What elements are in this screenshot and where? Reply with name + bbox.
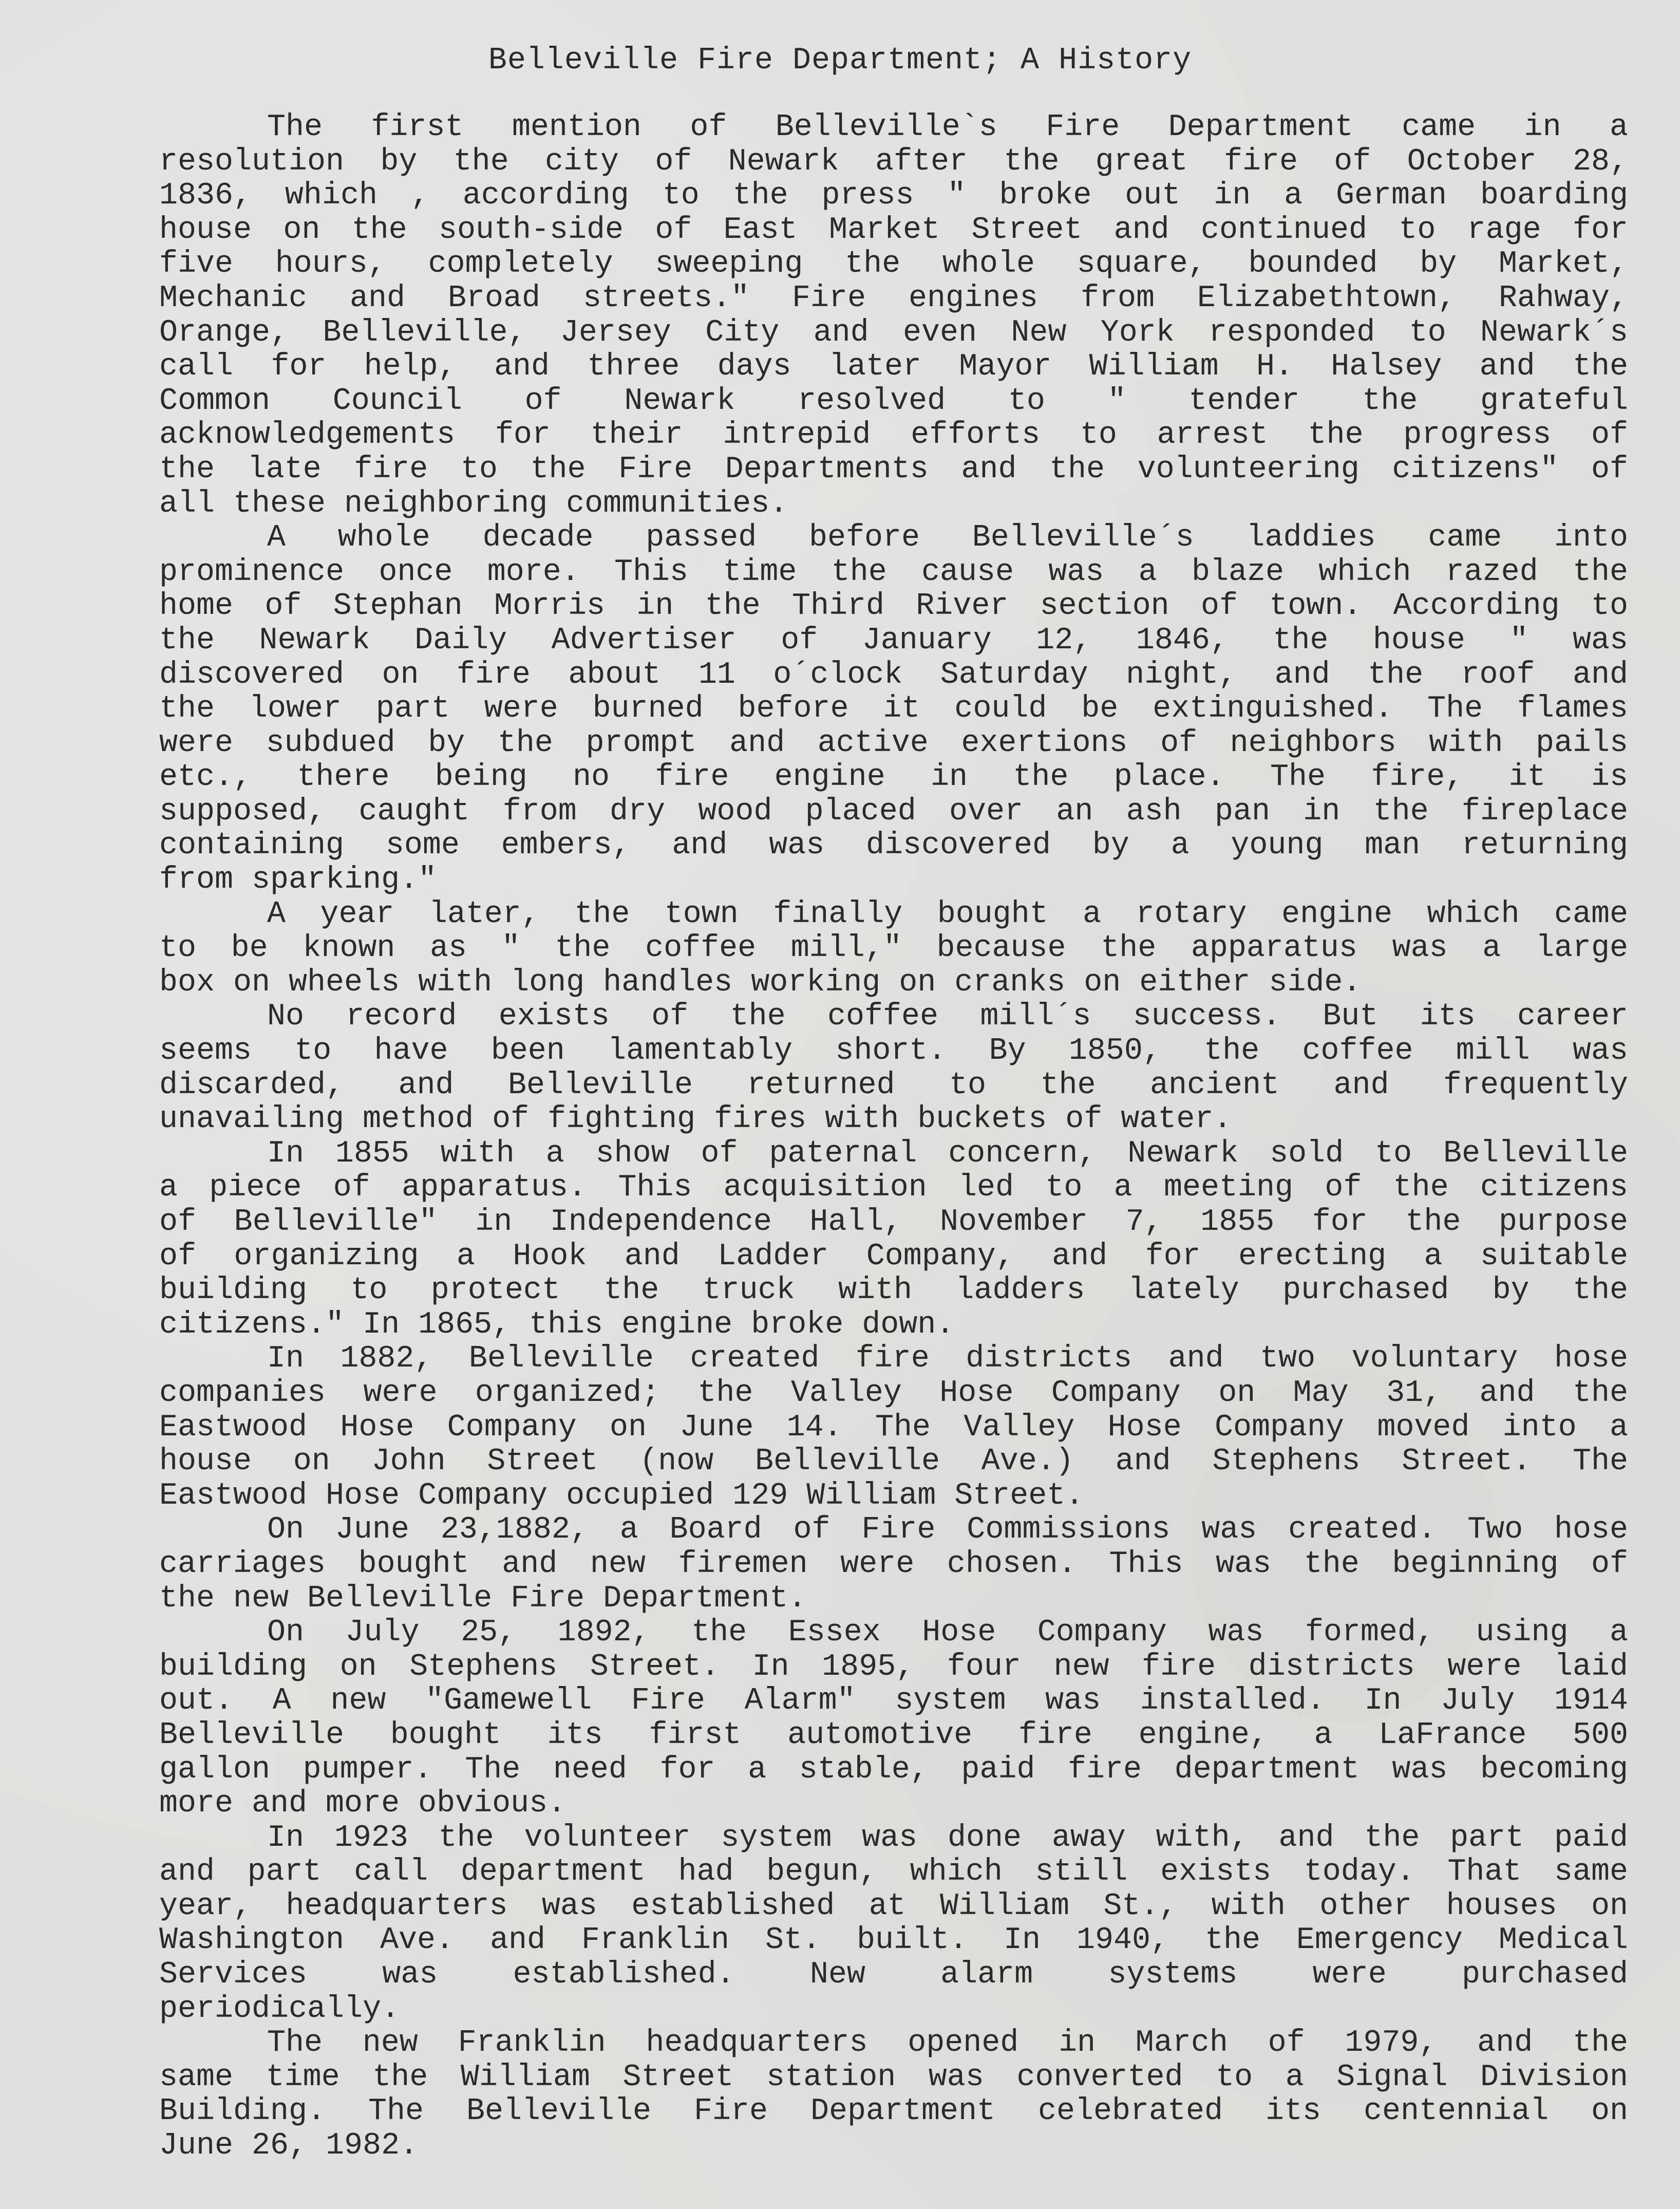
- text-line: unavailing method of fighting fires with buckets of water.: [159, 1102, 1232, 1137]
- text-line: On June 23,1882, a Board of Fire Commissions was created. Two hose: [267, 1512, 1628, 1548]
- text-line: to be known as " the coffee mill," because the apparatus was a large: [159, 931, 1628, 966]
- text-line: Orange, Belleville, Jersey City and even New York responded to Newark´s: [159, 315, 1628, 350]
- text-line: Mechanic and Broad streets." Fire engines from Elizabethtown, Rahway,: [159, 280, 1628, 316]
- text-line: resolution by the city of Newark after the great fire of October 28,: [159, 144, 1628, 179]
- text-line: a piece of apparatus. This acquisition led to a meeting of the citizens: [159, 1170, 1628, 1206]
- text-line: No record exists of the coffee mill´s success. But its career: [267, 999, 1628, 1035]
- text-line: prominence once more. This time the cause was a blaze which razed the: [159, 554, 1628, 590]
- text-line: house on John Street (now Belleville Ave.) and Stephens Street. The: [159, 1444, 1628, 1480]
- text-line: more and more obvious.: [159, 1786, 567, 1822]
- text-line: A whole decade passed before Belleville´s laddies came into: [267, 520, 1628, 556]
- text-line: year, headquarters was established at William St., with other houses on: [159, 1888, 1628, 1924]
- text-line: June 26, 1982.: [159, 2128, 419, 2164]
- text-line: building to protect the truck with ladders lately purchased by the: [159, 1273, 1628, 1308]
- document-body: [159, 110, 1628, 2163]
- text-line: acknowledgements for their intrepid efforts to arrest the progress of: [159, 418, 1628, 453]
- text-line: In 1855 with a show of paternal concern, Newark sold to Belleville: [267, 1136, 1628, 1171]
- text-line: the new Belleville Fire Department.: [159, 1581, 807, 1616]
- text-line: and part call department had begun, which still exists today. That same: [159, 1855, 1628, 1890]
- text-line: Eastwood Hose Company occupied 129 William Street.: [159, 1478, 1084, 1513]
- text-line: In 1882, Belleville created fire districts and two voluntary hose: [267, 1341, 1628, 1377]
- text-line: were subdued by the prompt and active exertions of neighbors with pails: [159, 725, 1628, 761]
- text-line: discovered on fire about 11 o´clock Saturday night, and the roof and: [159, 657, 1628, 692]
- text-line: carriages bought and new firemen were chosen. This was the beginning of: [159, 1546, 1628, 1582]
- text-line: Washington Ave. and Franklin St. built. In 1940, the Emergency Medical: [159, 1923, 1628, 1958]
- text-line: home of Stephan Morris in the Third River section of town. According to: [159, 589, 1628, 624]
- text-line: five hours, completely sweeping the whole square, bounded by Market,: [159, 247, 1628, 282]
- text-line: Building. The Belleville Fire Department celebrated its centennial on: [159, 2094, 1628, 2129]
- text-line: of organizing a Hook and Ladder Company, and for erecting a suitable: [159, 1239, 1628, 1274]
- text-line: box on wheels with long handles working on cranks on either side.: [159, 965, 1362, 1000]
- text-line: seems to have been lamentably short. By 1850, the coffee mill was: [159, 1034, 1628, 1069]
- text-line: In 1923 the volunteer system was done away with, and the part paid: [267, 1820, 1628, 1856]
- text-line: house on the south-side of East Market Street and continued to rage for: [159, 212, 1628, 248]
- text-line: containing some embers, and was discovered by a young man returning: [159, 828, 1628, 864]
- text-line: gallon pumper. The need for a stable, paid fire department was becoming: [159, 1752, 1628, 1787]
- text-line: out. A new "Gamewell Fire Alarm" system was installed. In July 1914: [159, 1683, 1628, 1719]
- text-line: the late fire to the Fire Departments and the volunteering citizens" of: [159, 452, 1628, 487]
- text-line: call for help, and three days later Mayor William H. Halsey and the: [159, 349, 1628, 385]
- text-line: the lower part were burned before it could be extinguished. The flames: [159, 691, 1628, 727]
- text-line: Services was established. New alarm systems were purchased: [159, 1957, 1628, 1993]
- text-line: the Newark Daily Advertiser of January 12, 1846, the house " was: [159, 623, 1628, 658]
- text-line: etc., there being no fire engine in the place. The fire, it is: [159, 760, 1628, 795]
- text-line: Common Council of Newark resolved to " tender the grateful: [159, 383, 1628, 419]
- text-line: Eastwood Hose Company on June 14. The Valley Hose Company moved into a: [159, 1410, 1628, 1445]
- text-line: A year later, the town finally bought a rotary engine which came: [267, 896, 1628, 932]
- text-line: The first mention of Belleville`s Fire Department came in a: [267, 110, 1628, 145]
- text-line: from sparking.": [159, 863, 437, 898]
- text-line: 1836, which , according to the press " broke out in a German boarding: [159, 178, 1628, 214]
- text-line: Belleville bought its first automotive fire engine, a LaFrance 500: [159, 1717, 1628, 1753]
- text-line: same time the William Street station was converted to a Signal Division: [159, 2060, 1628, 2095]
- text-line: companies were organized; the Valley Hose Company on May 31, and the: [159, 1375, 1628, 1411]
- text-line: periodically.: [159, 1991, 400, 2027]
- page-title: Belleville Fire Department; A History: [488, 43, 1192, 78]
- text-line: discarded, and Belleville returned to the ancient and frequently: [159, 1068, 1628, 1103]
- text-line: all these neighboring communities.: [159, 486, 788, 521]
- text-line: supposed, caught from dry wood placed over an ash pan in the fireplace: [159, 794, 1628, 829]
- text-line: building on Stephens Street. In 1895, four new fire districts were laid: [159, 1649, 1628, 1684]
- text-line: The new Franklin headquarters opened in March of 1979, and the: [267, 2026, 1628, 2061]
- text-line: On July 25, 1892, the Essex Hose Company was formed, using a: [267, 1615, 1628, 1651]
- text-line: of Belleville" in Independence Hall, November 7, 1855 for the purpose: [159, 1205, 1628, 1240]
- text-line: citizens." In 1865, this engine broke down.: [159, 1307, 955, 1342]
